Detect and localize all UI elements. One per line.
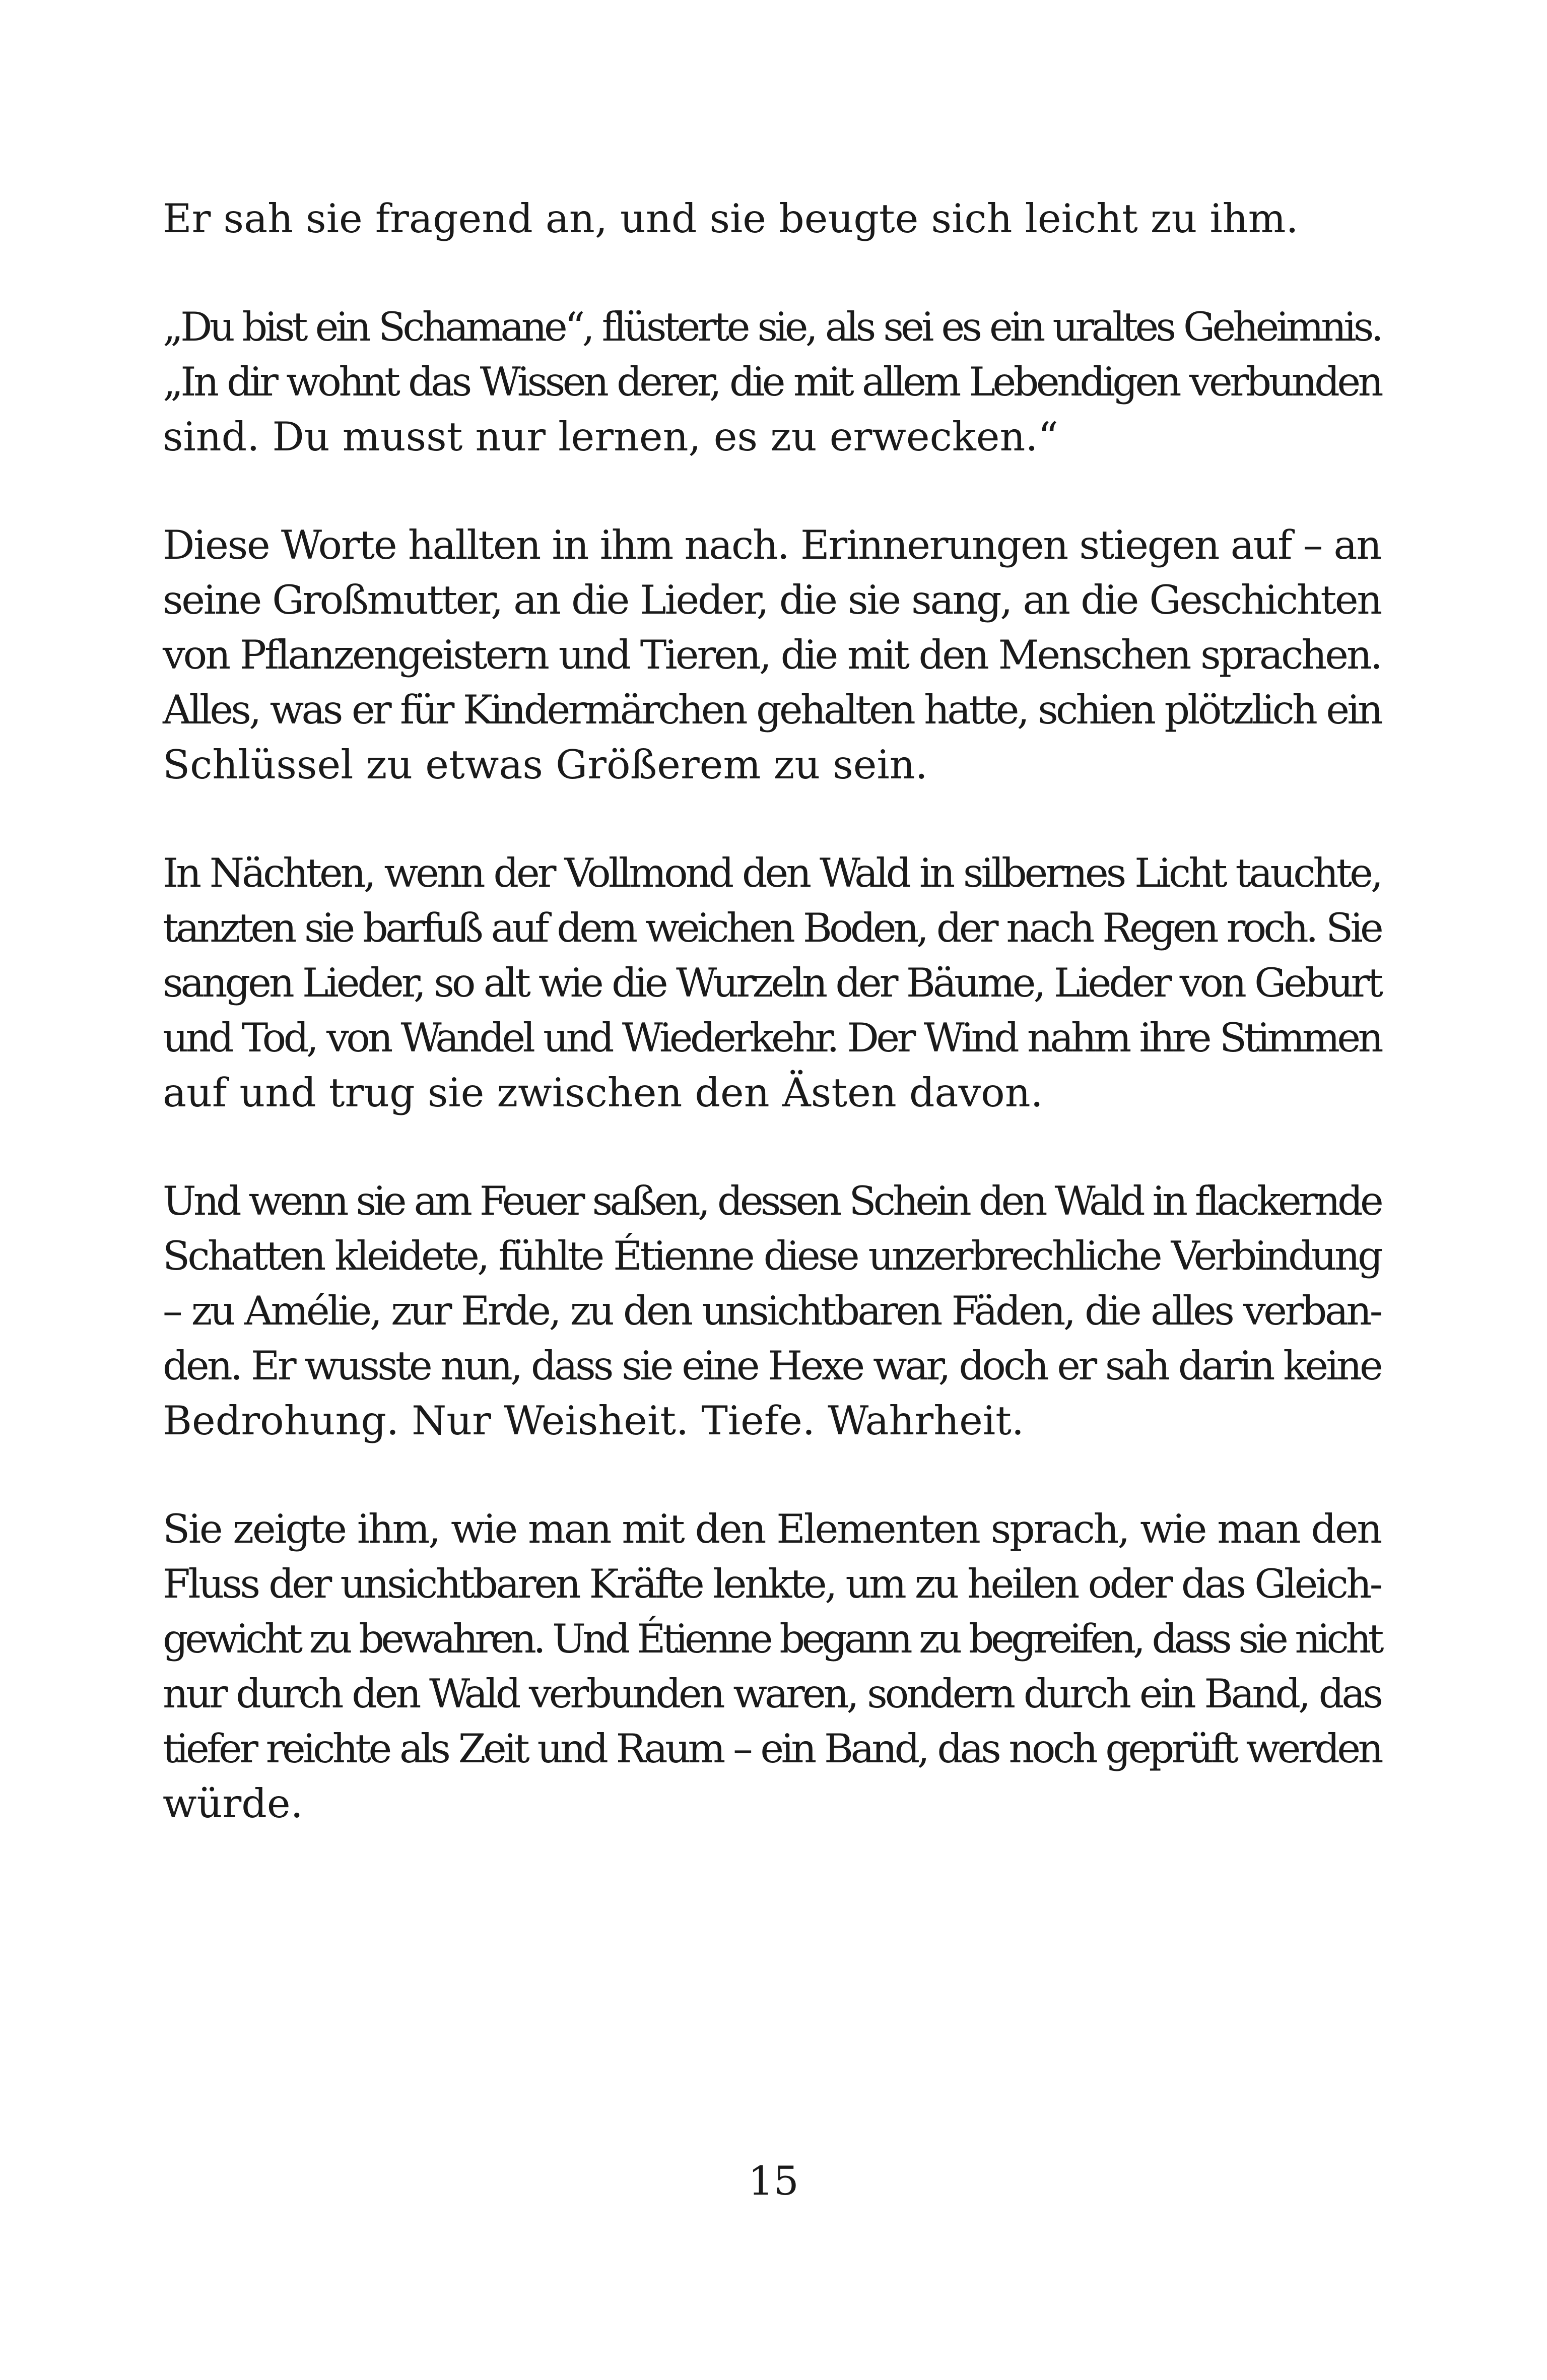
paragraph — [163, 846, 1381, 1120]
text-line: Sie zeigte ihm, wie man mit den Elementen sprach, wie man den — [163, 1506, 1381, 1552]
text-line: Bedrohung. Nur Weisheit. Tiefe. Wahrheit. — [163, 1398, 1024, 1444]
text-line: gewicht zu bewahren. Und Étienne begann zu begreifen, dass sie nicht — [163, 1616, 1381, 1662]
text-line: Fluss der unsichtbaren Kräfte lenkte, um zu heilen oder das Gleich- — [163, 1561, 1381, 1607]
page-number: 15 — [748, 2158, 799, 2204]
paragraph — [163, 1174, 1381, 1448]
text-line: „Du bist ein Schamane“, flüsterte sie, als sei es ein uraltes Geheimnis. — [163, 304, 1381, 350]
text-line: Schatten kleidete, fühlte Étienne diese unzerbrechliche Verbindung — [163, 1233, 1381, 1279]
text-line: sind. Du musst nur lernen, es zu erwecken.“ — [163, 414, 1058, 460]
body-text — [163, 191, 1381, 1831]
paragraph-gap — [163, 1120, 1381, 1174]
text-line: und Tod, von Wandel und Wiederkehr. Der Wind nahm ihre Stimmen — [163, 1015, 1381, 1061]
text-line: „In dir wohnt das Wissen derer, die mit allem Lebendigen verbunden — [163, 359, 1381, 405]
text-line: tanzten sie barfuß auf dem weichen Boden, der nach Regen roch. Sie — [163, 905, 1381, 951]
paragraph-gap — [163, 1448, 1381, 1502]
text-line: Schlüssel zu etwas Größerem zu sein. — [163, 742, 928, 788]
paragraph-gap — [163, 465, 1381, 518]
text-line: tiefer reichte als Zeit und Raum – ein Band, das noch geprüft werden — [163, 1726, 1381, 1772]
text-line: Und wenn sie am Feuer saßen, dessen Schein den Wald in flackernde — [163, 1178, 1381, 1224]
text-line: sangen Lieder, so alt wie die Wurzeln der Bäume, Lieder von Geburt — [163, 960, 1381, 1006]
paragraph — [163, 518, 1381, 792]
text-line: In Nächten, wenn der Vollmond den Wald in silbernes Licht tauchte, — [163, 850, 1381, 896]
text-line: nur durch den Wald verbunden waren, sondern durch ein Band, das — [163, 1671, 1381, 1717]
text-line: – zu Amélie, zur Erde, zu den unsichtbaren Fäden, die alles verban- — [163, 1288, 1381, 1334]
paragraph — [163, 1502, 1381, 1831]
text-line: würde. — [163, 1780, 303, 1827]
text-line: von Pflanzengeistern und Tieren, die mit den Menschen sprachen. — [163, 632, 1381, 678]
text-line: auf und trug sie zwischen den Ästen davon. — [163, 1070, 1043, 1116]
paragraph — [163, 300, 1381, 465]
paragraph-gap — [163, 246, 1381, 300]
paragraph — [163, 191, 1381, 246]
text-line: Diese Worte hallten in ihm nach. Erinnerungen stiegen auf – an — [163, 522, 1381, 568]
text-line: seine Großmutter, an die Lieder, die sie sang, an die Geschichten — [163, 577, 1381, 623]
text-line: Alles, was er für Kindermärchen gehalten hatte, schien plötzlich ein — [163, 687, 1381, 733]
text-line: den. Er wusste nun, dass sie eine Hexe war, doch er sah darin keine — [163, 1343, 1381, 1389]
text-line: Er sah sie fragend an, und sie beugte sich leicht zu ihm. — [163, 195, 1299, 242]
paragraph-gap — [163, 792, 1381, 846]
